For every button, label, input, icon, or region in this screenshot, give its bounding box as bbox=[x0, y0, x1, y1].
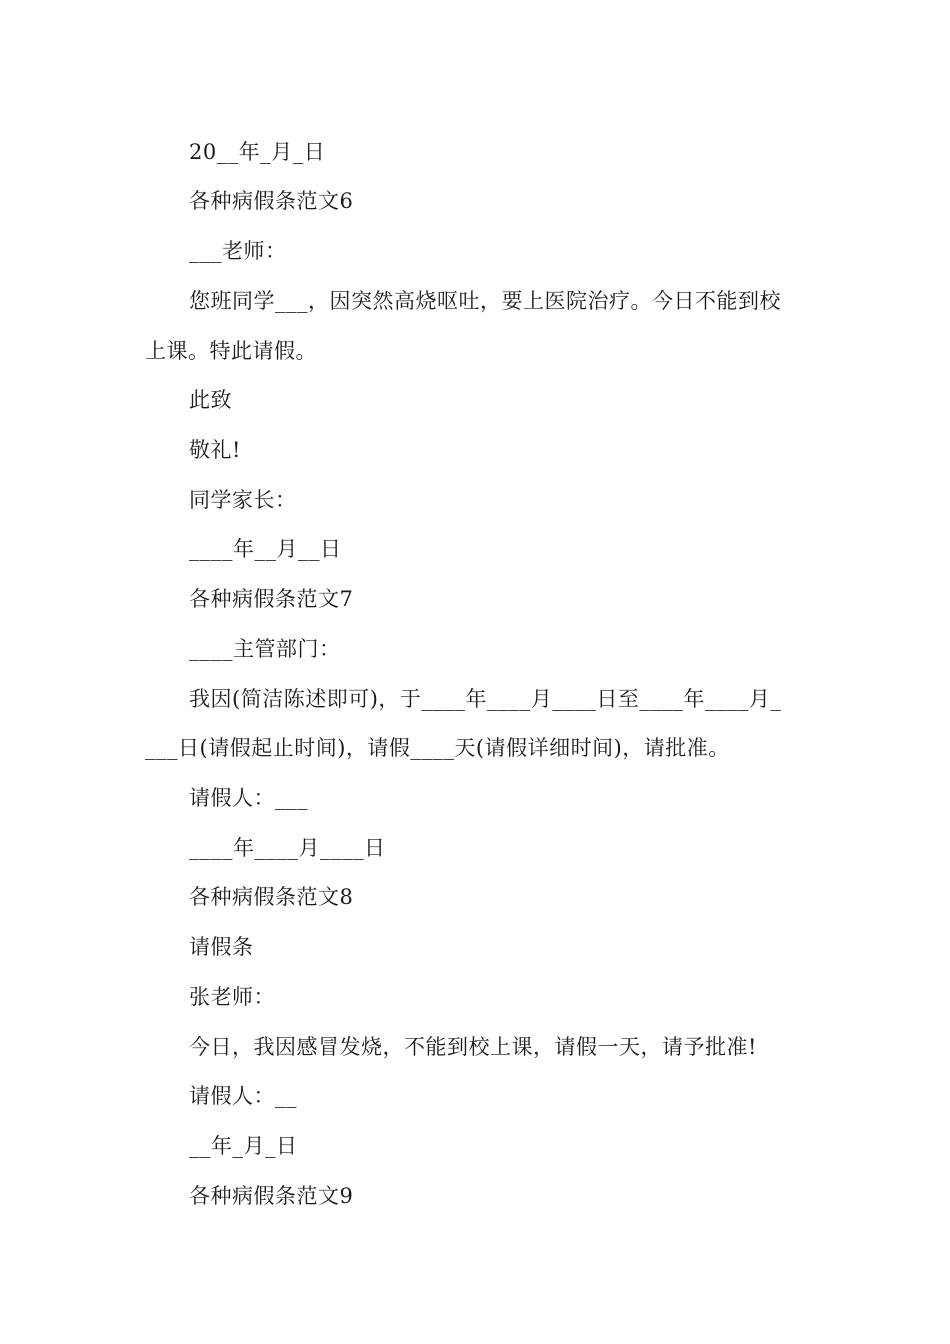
section-heading-8: 各种病假条范文8 bbox=[189, 885, 354, 909]
salutation: 张老师： bbox=[189, 985, 275, 1009]
note-title: 请假条 bbox=[189, 935, 254, 959]
date-line: __年_月_日 bbox=[189, 1134, 298, 1158]
section-heading-9: 各种病假条范文9 bbox=[189, 1184, 354, 1208]
date-line: 20__年_月_日 bbox=[189, 140, 326, 164]
salutation: ____主管部门： bbox=[189, 637, 341, 661]
section-heading-7: 各种病假条范文7 bbox=[189, 587, 354, 611]
signature-label: 同学家长： bbox=[189, 488, 297, 512]
body-paragraph: 您班同学___，因突然高烧呕吐，要上医院治疗。今日不能到校 bbox=[189, 289, 781, 313]
closing-regards: 敬礼! bbox=[189, 438, 241, 462]
body-paragraph-cont: 上课。特此请假。 bbox=[145, 339, 317, 363]
signature-label: 请假人：__ bbox=[189, 1084, 297, 1108]
date-line: ____年____月____日 bbox=[189, 836, 386, 860]
date-line: ____年__月__日 bbox=[189, 537, 342, 561]
signature-label: 请假人：___ bbox=[189, 786, 308, 810]
body-paragraph: 我因(简洁陈述即可)，于____年____月____日至____年____月_ bbox=[189, 687, 782, 711]
section-heading-6: 各种病假条范文6 bbox=[189, 189, 354, 213]
closing-line: 此致 bbox=[189, 388, 232, 412]
salutation: ___老师： bbox=[189, 239, 287, 263]
body-paragraph-cont: ___日(请假起止时间)，请假____天(请假详细时间)，请批准。 bbox=[145, 736, 730, 760]
body-paragraph: 今日，我因感冒发烧，不能到校上课，请假一天，请予批准! bbox=[189, 1035, 757, 1059]
